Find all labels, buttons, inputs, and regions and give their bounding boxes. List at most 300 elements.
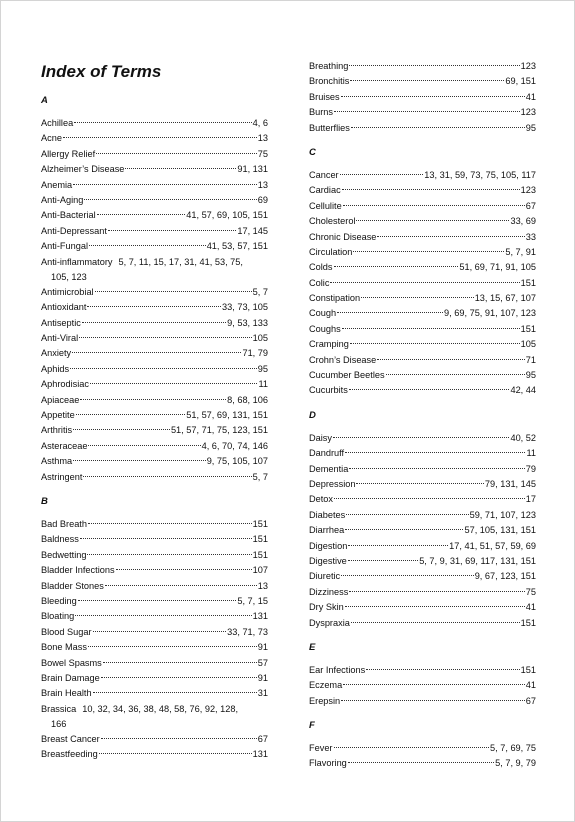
dot-leader: [73, 460, 206, 461]
dot-leader: [386, 374, 525, 375]
dot-leader: [103, 662, 257, 663]
page-title: Index of Terms: [41, 62, 162, 81]
dot-leader: [79, 337, 252, 338]
page-numbers: 95: [525, 370, 536, 381]
section-gap: [309, 158, 536, 168]
index-entry: [41, 147, 268, 162]
index-term: Anti-Bacterial: [41, 210, 96, 221]
page-numbers: 151: [520, 617, 536, 628]
index-entry: [309, 368, 536, 383]
page-numbers: 5, 7, 91: [505, 246, 536, 257]
index-entry: [309, 523, 536, 538]
dot-leader: [345, 606, 525, 607]
index-entry: [309, 585, 536, 600]
dot-leader: [88, 523, 252, 524]
dot-leader: [343, 205, 525, 206]
index-entry: [41, 423, 268, 438]
dot-leader: [82, 322, 226, 323]
page-numbers: 33, 71, 73: [227, 626, 268, 637]
index-term: Anti-Depressant: [41, 225, 107, 236]
index-term: Dementia: [309, 463, 349, 474]
index-entry: [41, 656, 268, 671]
dot-leader: [350, 80, 504, 81]
index-entry: [41, 131, 268, 146]
index-term: Cellulite: [309, 200, 342, 211]
page-numbers: 51, 57, 71, 75, 123, 151: [170, 425, 268, 436]
index-entry: [41, 732, 268, 747]
index-term: Anemia: [41, 179, 73, 190]
page-numbers: 95: [525, 122, 536, 133]
index-term: Acne: [41, 133, 62, 144]
dot-leader: [348, 560, 418, 561]
page-numbers: 5, 7: [252, 471, 268, 482]
page-numbers: 151: [252, 549, 268, 560]
section-gap: [309, 631, 536, 642]
index-entry: [309, 663, 536, 678]
index-entry: [309, 508, 536, 523]
dot-leader: [350, 343, 520, 344]
index-term: Daisy: [309, 432, 332, 443]
index-term: Aphrodisiac: [41, 379, 90, 390]
index-term: Anti-Fungal: [41, 241, 88, 252]
index-entry: [41, 470, 268, 485]
page-numbers: 57: [257, 657, 268, 668]
page-numbers: 5, 7: [252, 286, 268, 297]
dot-leader: [377, 359, 525, 360]
page-numbers: 17, 145: [237, 225, 268, 236]
dot-leader: [337, 312, 443, 313]
section-gap: [309, 709, 536, 720]
page-numbers: 75: [257, 148, 268, 159]
page-numbers: 41: [525, 91, 536, 102]
index-term: Cucumber Beetles: [309, 370, 385, 381]
page-numbers: 151: [252, 518, 268, 529]
page-numbers: 41, 57, 69, 105, 151: [186, 210, 268, 221]
dot-leader: [93, 631, 227, 632]
dot-leader: [349, 468, 524, 469]
index-term: Aphids: [41, 363, 70, 374]
dot-leader: [105, 585, 257, 586]
dot-leader: [80, 538, 252, 539]
index-term: Antioxidant: [41, 302, 87, 313]
dot-leader: [88, 445, 200, 446]
index-entry: [309, 90, 536, 105]
page-numbers: 123: [520, 107, 536, 118]
section-letter: B: [41, 495, 48, 507]
page-numbers: 123: [520, 185, 536, 196]
dot-leader: [356, 483, 483, 484]
index-entry: [309, 121, 536, 136]
dot-leader: [346, 514, 468, 515]
index-term: Bad Breath: [41, 518, 87, 529]
index-term: Blood Sugar: [41, 626, 92, 637]
page-numbers: 9, 69, 75, 91, 107, 123: [444, 308, 536, 319]
index-entry: [309, 554, 536, 569]
index-term: Breastfeeding: [41, 749, 98, 760]
index-term: Cramping: [309, 339, 349, 350]
index-entry: [41, 362, 268, 377]
index-term: Cucurbits: [309, 385, 348, 396]
dot-leader: [80, 399, 226, 400]
index-term: Chronic Disease: [309, 231, 377, 242]
dot-leader: [351, 622, 520, 623]
page-numbers: 33: [525, 231, 536, 242]
page-numbers: 71, 79: [242, 348, 268, 359]
dot-leader: [101, 677, 257, 678]
page-numbers: 33, 69: [510, 216, 536, 227]
section-letter: F: [309, 720, 315, 732]
index-entry: [309, 492, 536, 507]
index-term: Asteraceae: [41, 440, 88, 451]
section-gap: [41, 106, 268, 116]
page-numbers: 57, 105, 131, 151: [464, 525, 536, 536]
index-entry: [41, 563, 268, 578]
page-numbers: 67: [257, 734, 268, 745]
index-term: Flavoring: [309, 758, 347, 769]
page-numbers: 69: [257, 194, 268, 205]
dot-leader: [116, 569, 252, 570]
dot-leader: [349, 65, 519, 66]
index-entry: [41, 300, 268, 315]
index-entry: [309, 694, 536, 709]
section-letter: C: [309, 146, 316, 158]
dot-leader: [343, 684, 525, 685]
index-entry: [41, 702, 268, 717]
page-numbers: 41, 53, 57, 151: [206, 241, 268, 252]
page-numbers: 5, 7, 9, 31, 69, 117, 131, 151: [419, 555, 536, 566]
index-term: Ear Infections: [309, 664, 366, 675]
index-term: Colic: [309, 277, 330, 288]
index-entry: [309, 199, 536, 214]
dot-leader: [125, 168, 236, 169]
index-term: Diarrhea: [309, 525, 345, 536]
dot-leader: [353, 251, 504, 252]
index-term: Erepsin: [309, 695, 341, 706]
index-column-left: [41, 59, 268, 763]
dot-leader: [341, 96, 525, 97]
index-term: Constipation: [309, 293, 361, 304]
index-entry: [309, 600, 536, 615]
dot-leader: [93, 692, 257, 693]
index-term: Digestive: [309, 555, 347, 566]
dot-leader: [88, 646, 257, 647]
index-term: Diabetes: [309, 509, 346, 520]
index-entry: [309, 260, 536, 275]
index-entry: [309, 230, 536, 245]
index-term: Anti-inflammatory: [41, 256, 113, 267]
page-numbers: 13, 31, 59, 73, 75, 105, 117: [424, 169, 536, 180]
page-numbers: 107: [252, 565, 268, 576]
index-entry: [309, 168, 536, 183]
index-term: Digestion: [309, 540, 348, 551]
section-gap: [309, 421, 536, 431]
page-numbers: 4, 6: [252, 118, 268, 128]
dot-leader: [89, 245, 206, 246]
index-term: Anti-Aging: [41, 194, 84, 205]
index-entry: [309, 276, 536, 291]
page-numbers: 79: [525, 463, 536, 474]
index-entry: [41, 255, 268, 270]
page-numbers: 79, 131, 145: [484, 478, 536, 489]
page-numbers: 9, 75, 105, 107: [206, 456, 268, 467]
dot-leader: [361, 297, 474, 298]
index-term: Dry Skin: [309, 602, 344, 613]
page-numbers: 5, 7, 9, 79: [495, 758, 536, 769]
dot-leader: [340, 174, 424, 175]
page-numbers: 40, 52: [510, 432, 536, 443]
dot-leader: [330, 282, 519, 283]
dot-leader: [341, 575, 474, 576]
index-term: Butterflies: [309, 122, 350, 133]
dot-leader: [87, 306, 221, 307]
page-numbers: 151: [520, 277, 536, 288]
index-term: Astringent: [41, 471, 83, 482]
index-term: Breast Cancer: [41, 734, 100, 745]
dot-leader: [95, 291, 252, 292]
page-numbers: 41: [525, 680, 536, 691]
index-term: Arthritis: [41, 425, 73, 436]
index-entry: [41, 625, 268, 640]
index-entry: [309, 353, 536, 368]
index-entry: [41, 517, 268, 532]
index-term: Bruises: [309, 91, 340, 102]
page-numbers: 131: [252, 749, 268, 760]
index-column-right: [309, 59, 536, 772]
index-term: Brassica: [41, 703, 77, 714]
index-entry: [309, 741, 536, 756]
index-term: Appetite: [41, 410, 75, 421]
index-term: Bronchitis: [309, 76, 350, 87]
index-term: Anxiety: [41, 348, 72, 359]
dot-leader: [75, 615, 251, 616]
section-letter: A: [41, 95, 48, 106]
page-numbers: 123: [520, 61, 536, 71]
index-term: Brain Health: [41, 688, 92, 699]
index-entry: [41, 316, 268, 331]
index-term: Burns: [309, 107, 334, 118]
index-entry: [309, 74, 536, 89]
index-term: Cough: [309, 308, 337, 319]
index-entry: [41, 193, 268, 208]
index-term: Asthma: [41, 456, 73, 467]
dot-leader: [348, 545, 448, 546]
page-numbers: 4, 6, 70, 74, 146: [201, 440, 268, 451]
index-entry: [41, 671, 268, 686]
page-numbers: 33, 73, 105: [222, 302, 268, 313]
page-numbers: 5, 7, 15: [237, 595, 268, 606]
index-entry: [309, 678, 536, 693]
index-term: Apiaceae: [41, 394, 80, 405]
index-entry: [309, 337, 536, 352]
section-gap: [309, 731, 536, 741]
index-entry: [309, 569, 536, 584]
index-entry: [41, 239, 268, 254]
page-numbers: 5, 7, 11, 15, 17, 31, 41, 53, 75,: [118, 256, 243, 267]
dot-leader: [334, 747, 490, 748]
index-entry: [41, 178, 268, 193]
index-entry: [41, 548, 268, 563]
index-entry: [41, 594, 268, 609]
dot-leader: [334, 498, 525, 499]
index-entry: [41, 640, 268, 655]
index-entry: [41, 609, 268, 624]
dot-leader: [83, 476, 251, 477]
index-entry: [41, 686, 268, 701]
index-term: Cancer: [309, 169, 339, 180]
page-numbers: 11: [258, 379, 268, 390]
index-entry: [309, 322, 536, 337]
index-entry: [309, 616, 536, 631]
index-term: Bowel Spasms: [41, 657, 102, 668]
dot-leader: [76, 414, 186, 415]
index-term: Breathing: [309, 61, 349, 71]
page-numbers: 67: [525, 200, 536, 211]
dot-leader: [70, 368, 257, 369]
page-numbers: 69, 151: [505, 76, 536, 87]
index-entry: [309, 756, 536, 771]
section-gap: [309, 136, 536, 147]
dot-leader: [74, 122, 251, 123]
index-term: Dandruff: [309, 448, 345, 459]
page-numbers: 105: [520, 339, 536, 350]
index-term: Alzheimer’s Disease: [41, 164, 125, 175]
index-entry: [41, 208, 268, 223]
index-term: Bedwetting: [41, 549, 87, 560]
page-numbers: 13, 15, 67, 107: [474, 293, 536, 304]
index-term: Dyspraxia: [309, 617, 350, 628]
dot-leader: [108, 230, 236, 231]
page-numbers: 151: [252, 534, 268, 545]
page-numbers: 131: [252, 611, 268, 622]
dot-leader: [334, 111, 520, 112]
index-term: Diuretic: [309, 571, 341, 582]
index-entry: [41, 224, 268, 239]
page-numbers: 91: [257, 642, 268, 653]
index-term: Circulation: [309, 246, 353, 257]
index-term: Bloating: [41, 611, 75, 622]
index-entry: [41, 408, 268, 423]
index-entry: [41, 377, 268, 392]
page-numbers: 13: [257, 580, 268, 591]
dot-leader: [73, 184, 257, 185]
index-entry: [309, 446, 536, 461]
index-entry: [41, 346, 268, 361]
section-gap: [309, 399, 536, 410]
index-entry: [309, 431, 536, 446]
index-entry: [309, 59, 536, 74]
page-numbers: 75: [525, 586, 536, 597]
index-entry: [41, 285, 268, 300]
index-entry: [309, 383, 536, 398]
dot-leader: [333, 437, 509, 438]
index-entry: [309, 306, 536, 321]
section-gap: [41, 485, 268, 496]
section-gap: [309, 653, 536, 663]
index-term: Cardiac: [309, 185, 341, 196]
dot-leader: [348, 762, 494, 763]
index-entry: [41, 393, 268, 408]
index-entry: [41, 579, 268, 594]
dot-leader: [72, 352, 241, 353]
dot-leader: [84, 199, 256, 200]
page-numbers: 95: [257, 363, 268, 374]
index-term: Eczema: [309, 680, 343, 691]
page-numbers: 13: [257, 133, 268, 144]
index-term: Dizziness: [309, 586, 349, 597]
dot-leader: [87, 554, 251, 555]
page-numbers: 10, 32, 34, 36, 38, 48, 58, 76, 92, 128,: [82, 703, 239, 714]
index-term: Baldness: [41, 534, 79, 545]
index-entry: [41, 331, 268, 346]
dot-leader: [366, 669, 519, 670]
dot-leader: [334, 266, 459, 267]
index-entry: [309, 539, 536, 554]
index-entry: [41, 439, 268, 454]
index-entry: [41, 532, 268, 547]
section-gap: [41, 507, 268, 517]
index-term: Crohn’s Disease: [309, 354, 377, 365]
dot-leader: [101, 738, 257, 739]
index-term: Colds: [309, 262, 333, 273]
page-numbers-continued: 166: [51, 719, 67, 730]
page-numbers: 9, 67, 123, 151: [474, 571, 536, 582]
index-term: Achillea: [41, 118, 74, 128]
page-numbers: 91, 131: [237, 164, 268, 175]
dot-leader: [377, 236, 524, 237]
index-entry: [309, 214, 536, 229]
index-term: Anti-Viral: [41, 333, 79, 344]
index-entry: [41, 454, 268, 469]
index-term: Bleeding: [41, 595, 77, 606]
page-numbers: 51, 69, 71, 91, 105: [459, 262, 536, 273]
dot-leader: [349, 389, 510, 390]
index-entry: [41, 162, 268, 177]
index-entry: [309, 291, 536, 306]
page-numbers: 17: [525, 494, 536, 505]
section-letter: E: [309, 641, 316, 653]
index-term: Antimicrobial: [41, 286, 94, 297]
dot-leader: [345, 529, 463, 530]
page-numbers: 151: [520, 664, 536, 675]
dot-leader: [351, 127, 525, 128]
index-term: Bladder Infections: [41, 565, 115, 576]
page-numbers: 51, 57, 69, 131, 151: [186, 410, 268, 421]
page-numbers-continued: 105, 123: [51, 271, 87, 282]
dot-leader: [90, 383, 257, 384]
dot-leader: [356, 220, 509, 221]
index-entry: [309, 462, 536, 477]
index-entry: [309, 477, 536, 492]
page-numbers: 59, 71, 107, 123: [469, 509, 536, 520]
index-term: Bone Mass: [41, 642, 87, 653]
index-term: Cholesterol: [309, 216, 356, 227]
page-numbers: 31: [257, 688, 268, 699]
index-term: Coughs: [309, 323, 341, 334]
index-term: Allergy Relief: [41, 148, 96, 159]
dot-leader: [99, 753, 252, 754]
index-term: Bladder Stones: [41, 580, 104, 591]
index-entry: [41, 747, 268, 762]
index-term: Detox: [309, 494, 334, 505]
dot-leader: [342, 189, 520, 190]
page-numbers: 105: [252, 333, 268, 344]
index-entry: [41, 116, 268, 131]
page-numbers: 67: [525, 695, 536, 706]
dot-leader: [97, 214, 186, 215]
section-letter: D: [309, 409, 316, 421]
page-numbers: 11: [526, 448, 536, 459]
index-entry: [309, 183, 536, 198]
